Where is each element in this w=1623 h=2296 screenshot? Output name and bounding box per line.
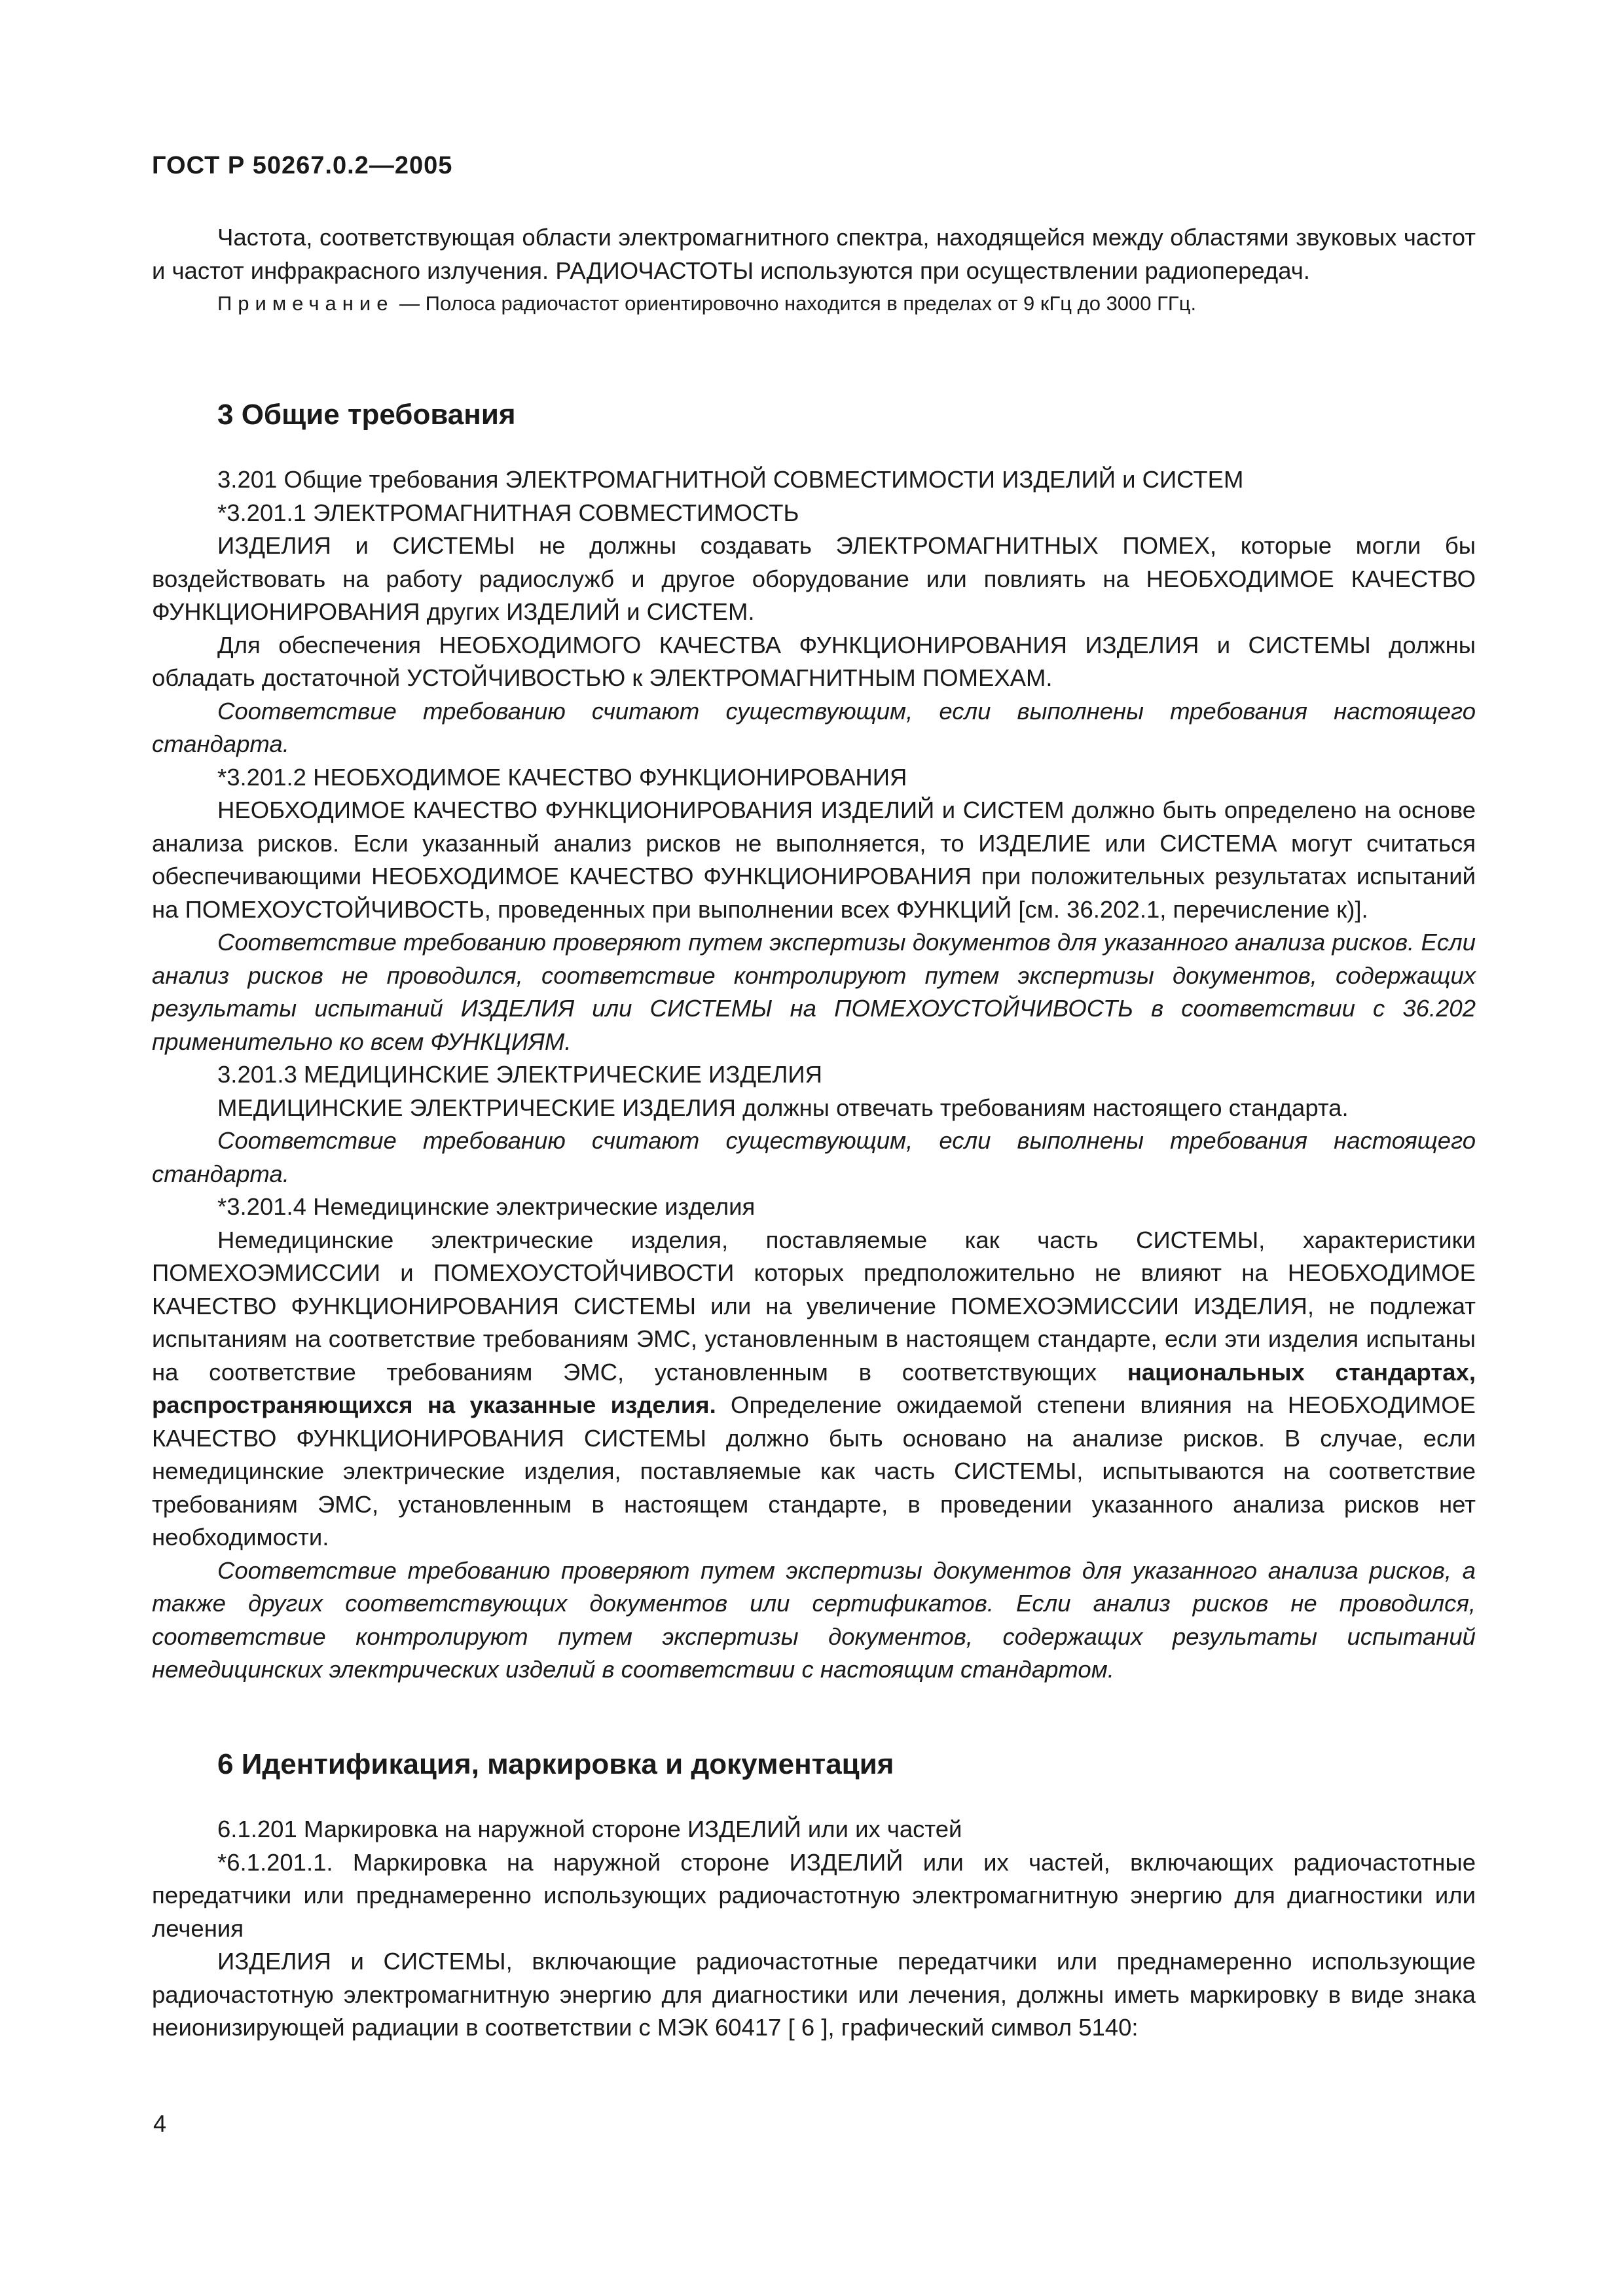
section-3 xyxy=(152,395,1476,1687)
note-label: Примечание xyxy=(217,292,394,315)
section-3-heading: 3 Общие требования xyxy=(217,399,516,431)
paragraph-text: Определение ожидаемой степени влияния на НЕОБХОДИМОЕ КАЧЕСТВО ФУНКЦИОНИРОВАНИЯ СИСТЕМЫ должно быть основано на анализе рисков. В случае, если немедицинские электрические изделия, поставляемые как часть СИСТЕМЫ, испытываются на соответствие требованиям ЭМС, установленным в настоящем стандарте, в проведении указанного анализа рисков нет необходимости. xyxy=(152,1391,1476,1551)
paragraph: МЕДИЦИНСКИЕ ЭЛЕКТРИЧЕСКИЕ ИЗДЕЛИЯ должны отвечать требованиям настоящего стандарта. xyxy=(217,1094,1349,1121)
paragraph: ИЗДЕЛИЯ и СИСТЕМЫ не должны создавать ЭЛЕКТРОМАГНИТНЫХ ПОМЕХ, которые могли бы воздействовать на работу радиослужб и другое оборудование или повлиять на НЕОБХОДИМОЕ КАЧЕСТВО ФУНКЦИОНИРОВАНИЯ других ИЗДЕЛИЙ и СИСТЕМ. xyxy=(152,532,1476,625)
clause-3-201-3: 3.201.3 МЕДИЦИНСКИЕ ЭЛЕКТРИЧЕСКИЕ ИЗДЕЛИЯ xyxy=(217,1061,822,1088)
clause-3-201-1: *3.201.1 ЭЛЕКТРОМАГНИТНАЯ СОВМЕСТИМОСТЬ xyxy=(217,499,799,526)
paragraph: Для обеспечения НЕОБХОДИМОГО КАЧЕСТВА ФУНКЦИОНИРОВАНИЯ ИЗДЕЛИЯ и СИСТЕМЫ должны обладать достаточной УСТОЙЧИВОСТЬЮ к ЭЛЕКТРОМАГНИТНЫМ ПОМЕХАМ. xyxy=(152,631,1476,691)
paragraph-text: Немедицинские электрические изделия, поставляемые как часть СИСТЕМЫ, характеристики ПОМЕХОЭМИССИИ и ПОМЕХОУСТОЙЧИВОСТИ которых предположительно не влияют на НЕОБХОДИМОЕ КАЧЕСТВО ФУНКЦИОНИРОВАНИЯ СИСТЕМЫ или на увеличение ПОМЕХОЭМИССИИ ИЗДЕЛИЯ, не подлежат испытаниям на соответствие требованиям ЭМС, установленным в настоящем стандарте, если эти изделия испытаны на соответствие требованиям ЭМС, установленным в соответствующих xyxy=(152,1226,1476,1386)
definition-paragraph: Частота, соответствующая области электромагнитного спектра, находящейся между областями звуковых частот и частот инфракрасного излучения. РАДИОЧАСТОТЫ используются при осуществлении радиопередач. xyxy=(152,224,1476,284)
note xyxy=(152,287,1476,321)
page-number: 4 xyxy=(153,2110,167,2137)
clause-3-201-2: *3.201.2 НЕОБХОДИМОЕ КАЧЕСТВО ФУНКЦИОНИРОВАНИЯ xyxy=(217,763,907,791)
definition-block xyxy=(152,221,1476,321)
compliance-paragraph: Соответствие требованию проверяют путем экспертизы документов для указанного анализа рисков, а также других соответствующих документов или сертификатов. Если анализ рисков не проводился, соответствие контролируют путем экспертизы документов, содержащих результаты испытаний немедицинских электрических изделий в соответствии с настоящим стандартом. xyxy=(152,1556,1476,1683)
paragraph: ИЗДЕЛИЯ и СИСТЕМЫ, включающие радиочастотные передатчики или преднамеренно использующие радиочастотную электромагнитную энергию для диагностики или лечения, должны иметь маркировку в виде знака неионизирующей радиации в соответствии с МЭК 60417 [ 6 ], графический символ 5140: xyxy=(152,1948,1476,2041)
section-6 xyxy=(152,1745,1476,2045)
document-header: ГОСТ Р 50267.0.2—2005 xyxy=(152,152,453,179)
emphasized-text: национальных стандартах, распространяющихся на указанные изделия. xyxy=(152,1358,1476,1418)
clause-6-1-201-1: *6.1.201.1. Маркировка на наружной стороне ИЗДЕЛИЙ или их частей, включающих радиочастотные передатчики или преднамеренно использующих радиочастотную электромагнитную энергию для диагностики или лечения xyxy=(152,1848,1476,1942)
compliance-paragraph: Соответствие требованию считают существующим, если выполнены требования настоящего стандарта. xyxy=(152,697,1476,757)
paragraph: НЕОБХОДИМОЕ КАЧЕСТВО ФУНКЦИОНИРОВАНИЯ ИЗДЕЛИЙ и СИСТЕМ должно быть определено на основе анализа рисков. Если указанный анализ рисков не выполняется, то ИЗДЕЛИЕ или СИСТЕМА могут считаться обеспечивающими НЕОБХОДИМОЕ КАЧЕСТВО ФУНКЦИОНИРОВАНИЯ при положительных результатах испытаний на ПОМЕХОУСТОЙЧИВОСТЬ, проведенных при выполнении всех ФУНКЦИЙ [см. 36.202.1, перечисление к)]. xyxy=(152,797,1476,923)
paragraph xyxy=(152,1224,1476,1554)
clause-6-1-201: 6.1.201 Маркировка на наружной стороне ИЗДЕЛИЙ или их частей xyxy=(217,1816,962,1842)
clause-3-201-4: *3.201.4 Немедицинские электрические изделия xyxy=(217,1193,756,1220)
section-6-heading: 6 Идентификация, маркировка и документация xyxy=(217,1748,894,1780)
note-text: — Полоса радиочастот ориентировочно находится в пределах от 9 кГц до 3000 ГГц. xyxy=(393,292,1197,315)
compliance-paragraph: Соответствие требованию считают существующим, если выполнены требования настоящего стандарта. xyxy=(152,1127,1476,1187)
compliance-paragraph: Соответствие требованию проверяют путем экспертизы документов для указанного анализа рисков. Если анализ рисков не проводился, соответствие контролируют путем экспертизы документов, содержащих результаты испытаний ИЗДЕЛИЯ или СИСТЕМЫ на ПОМЕХОУСТОЙЧИВОСТЬ в соответствии с 36.202 применительно ко всем ФУНКЦИЯМ. xyxy=(152,929,1476,1055)
clause-3-201: 3.201 Общие требования ЭЛЕКТРОМАГНИТНОЙ СОВМЕСТИМОСТИ ИЗДЕЛИЙ и СИСТЕМ xyxy=(217,466,1244,493)
